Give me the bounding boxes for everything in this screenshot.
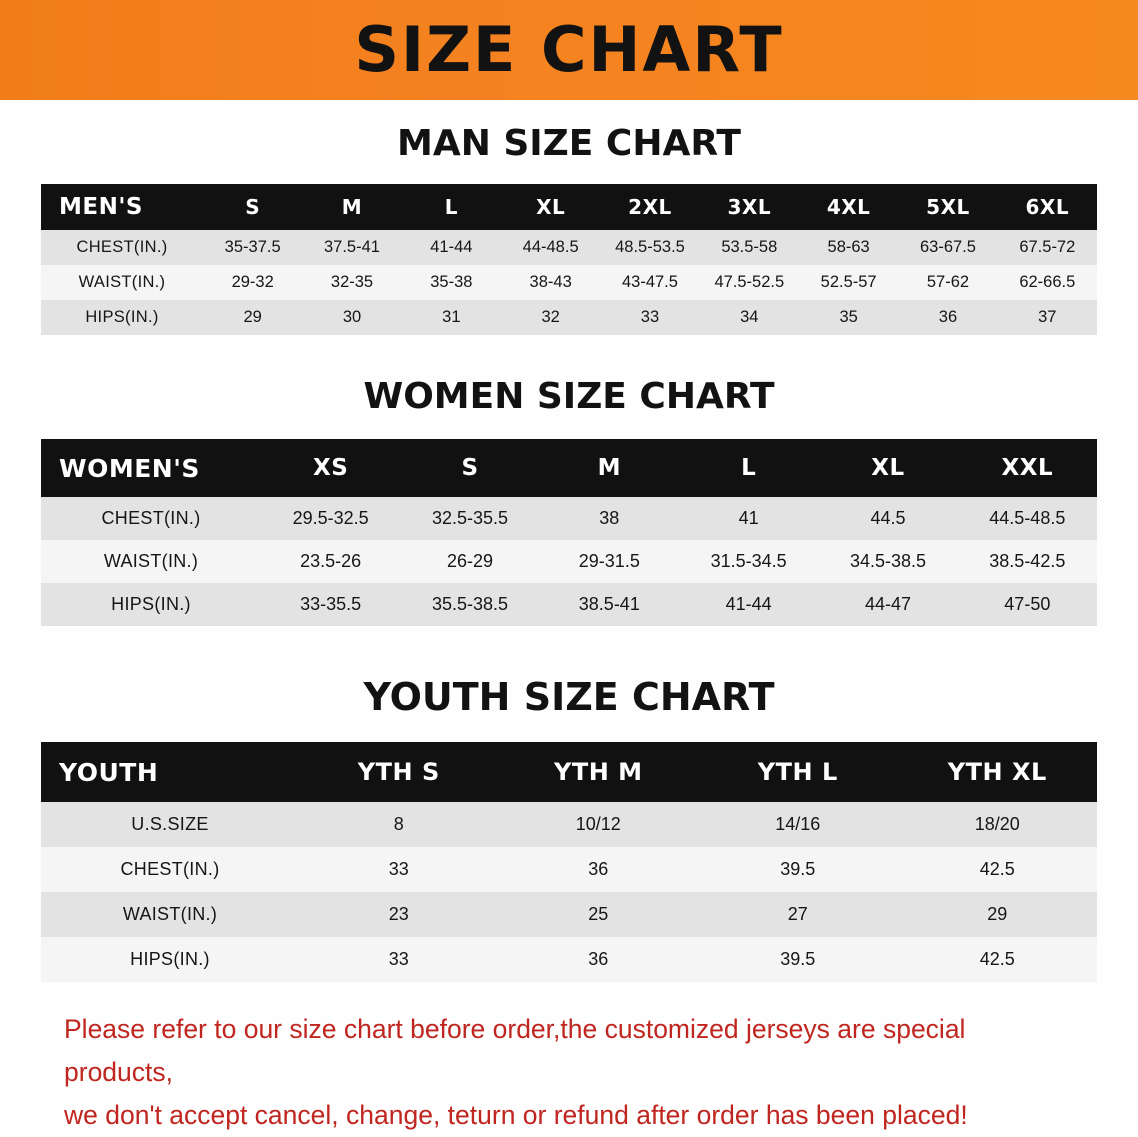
women-cell: 26-29	[446, 551, 494, 571]
youth-table-header-row	[41, 742, 1097, 802]
man-cell: 32-35	[330, 273, 374, 291]
women-cell: 23.5-26	[300, 551, 362, 571]
man-row-label-header: MEN'S	[59, 194, 143, 220]
man-row-label: WAIST(IN.)	[78, 273, 166, 291]
page-banner	[0, 0, 1138, 100]
man-col-header: 3XL	[727, 195, 772, 219]
man-cell: 35-38	[430, 273, 473, 291]
man-col-header: 2XL	[628, 195, 672, 219]
women-col-header: XXL	[1001, 455, 1054, 481]
table-row	[41, 300, 1097, 335]
women-cell: 47-50	[1004, 594, 1051, 614]
man-cell: 62-66.5	[1019, 273, 1076, 291]
man-cell: 35	[839, 308, 858, 326]
women-cell: 41-44	[725, 594, 772, 614]
man-cell: 58-63	[827, 238, 870, 256]
women-col-header: S	[461, 455, 479, 481]
youth-section-heading: YOUTH SIZE CHART	[363, 675, 775, 719]
man-cell: 67.5-72	[1019, 238, 1076, 256]
youth-cell: 23	[388, 904, 409, 924]
youth-row-label-header: YOUTH	[59, 757, 159, 787]
man-table-header-row	[41, 184, 1097, 230]
youth-cell: 42.5	[979, 859, 1015, 879]
man-cell: 52.5-57	[820, 273, 877, 291]
youth-size-table	[41, 742, 1097, 982]
youth-cell: 18/20	[974, 814, 1020, 834]
youth-cell: 27	[787, 904, 808, 924]
women-cell: 44.5-48.5	[989, 508, 1066, 528]
youth-cell: 39.5	[780, 859, 816, 879]
man-cell: 41-44	[430, 238, 473, 256]
page-title: SIZE CHART	[354, 13, 784, 86]
youth-row-label: WAIST(IN.)	[122, 904, 218, 924]
women-cell: 38.5-41	[578, 594, 640, 614]
women-cell: 29.5-32.5	[292, 508, 369, 528]
youth-col-header: YTH S	[357, 758, 440, 786]
women-row-label: HIPS(IN.)	[111, 594, 191, 614]
man-cell: 47.5-52.5	[714, 273, 785, 291]
youth-row-label: HIPS(IN.)	[130, 949, 210, 969]
man-cell: 48.5-53.5	[615, 238, 685, 256]
women-cell: 38	[599, 508, 620, 528]
women-table-header-row	[41, 439, 1097, 497]
man-col-header: XL	[536, 195, 566, 219]
women-cell: 34.5-38.5	[849, 551, 926, 571]
man-size-table	[41, 184, 1097, 335]
youth-size-table-wrapper	[41, 742, 1097, 982]
man-row-label: HIPS(IN.)	[85, 308, 159, 326]
youth-cell: 10/12	[575, 814, 621, 834]
women-cell: 41	[738, 508, 759, 528]
youth-cell: 14/16	[775, 814, 821, 834]
women-size-table	[41, 439, 1097, 626]
man-col-header: 5XL	[926, 195, 970, 219]
youth-cell: 33	[388, 949, 409, 969]
women-cell: 44-47	[864, 594, 911, 614]
man-cell: 34	[740, 308, 759, 326]
man-col-header: L	[444, 195, 458, 219]
youth-cell: 29	[987, 904, 1008, 924]
table-row	[41, 937, 1097, 982]
man-cell: 37	[1038, 308, 1057, 326]
man-cell: 63-67.5	[919, 238, 976, 256]
man-cell: 32	[541, 308, 560, 326]
table-row	[41, 540, 1097, 583]
women-cell: 38.5-42.5	[989, 551, 1066, 571]
women-row-label-header: WOMEN'S	[59, 453, 200, 483]
youth-cell: 25	[588, 904, 609, 924]
man-cell: 38-43	[529, 273, 572, 291]
man-cell: 43-47.5	[621, 273, 678, 291]
youth-row-label: CHEST(IN.)	[120, 859, 220, 879]
women-cell: 33-35.5	[300, 594, 362, 614]
man-col-header: 4XL	[826, 195, 871, 219]
women-cell: 44.5	[870, 508, 906, 528]
man-cell: 35-37.5	[224, 238, 281, 256]
youth-cell: 42.5	[979, 949, 1015, 969]
table-row	[41, 497, 1097, 540]
man-cell: 57-62	[926, 273, 970, 291]
disclaimer-note	[64, 1008, 1074, 1137]
women-col-header: XS	[313, 455, 349, 481]
table-row	[41, 847, 1097, 892]
man-cell: 30	[342, 308, 362, 326]
man-row-label: CHEST(IN.)	[76, 238, 168, 256]
women-section-heading: WOMEN SIZE CHART	[363, 376, 775, 417]
man-cell: 44-48.5	[522, 238, 579, 256]
man-cell: 31	[442, 308, 461, 326]
table-row	[41, 892, 1097, 937]
man-cell: 37.5-41	[324, 238, 380, 256]
women-size-table-wrapper	[41, 439, 1097, 626]
women-col-header: XL	[871, 455, 905, 481]
disclaimer-line-2: we don't accept cancel, change, teturn or refund after order has been placed!	[64, 1099, 968, 1130]
women-col-header: L	[741, 455, 757, 481]
man-section-heading: MAN SIZE CHART	[397, 123, 741, 164]
youth-cell: 39.5	[780, 949, 816, 969]
table-row	[41, 802, 1097, 847]
man-cell: 33	[640, 308, 660, 326]
women-cell: 31.5-34.5	[710, 551, 787, 571]
women-col-header: M	[597, 455, 622, 481]
youth-col-header: YTH M	[553, 758, 643, 786]
youth-col-header: YTH L	[757, 758, 838, 786]
man-cell: 29-32	[231, 273, 274, 291]
women-row-label: CHEST(IN.)	[101, 508, 201, 528]
man-cell: 36	[938, 308, 958, 326]
youth-col-header: YTH XL	[947, 758, 1047, 786]
man-col-header: M	[341, 195, 363, 219]
youth-cell: 33	[388, 859, 409, 879]
youth-cell: 8	[393, 814, 404, 834]
man-col-header: 6XL	[1025, 195, 1070, 219]
man-col-header: S	[245, 195, 261, 219]
table-row	[41, 265, 1097, 300]
man-cell: 29	[243, 308, 262, 326]
disclaimer-line-1: Please refer to our size chart before order,the customized jerseys are special products,	[64, 1014, 966, 1087]
man-size-table-wrapper	[41, 184, 1097, 335]
table-row	[41, 230, 1097, 265]
youth-row-label: U.S.SIZE	[131, 814, 209, 834]
youth-cell: 36	[588, 949, 609, 969]
women-cell: 35.5-38.5	[431, 594, 509, 614]
man-cell: 53.5-58	[721, 238, 778, 256]
women-cell: 29-31.5	[578, 551, 640, 571]
table-row	[41, 583, 1097, 626]
women-row-label: WAIST(IN.)	[103, 551, 199, 571]
youth-cell: 36	[588, 859, 609, 879]
women-cell: 32.5-35.5	[431, 508, 509, 528]
